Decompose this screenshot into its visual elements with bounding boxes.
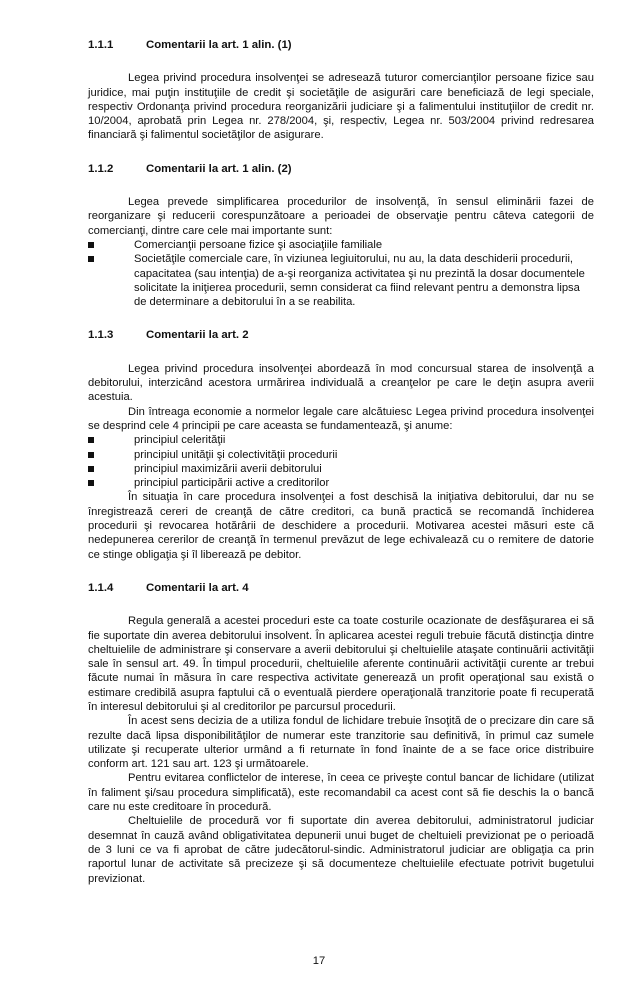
paragraph: Legea prevede simplificarea procedurilor de insolvenţă, în sensul eliminării fazei de reorganizare şi reducerii corespunzătoare a perioadei de observaţie pentru câteva categorii de comercianţi, dintre care cele mai importante sunt: [88,196,594,237]
bullet-item: Societăţile comerciale care, în viziunea legiuitorului, nu au, la data deschiderii procedurii, capacitatea (sau intenţia) de a-şi reorganiza activitatea şi nu prezintă la dosar documentele solicitate la iniţierea procedurii, semn considerat ca fiind relevant pentru a demonstra lipsa de determinare a debitorului în a se reabilita. [88,252,594,309]
paragraph: În situaţia în care procedura insolvenţei a fost deschisă la iniţiativa debitorului, dar nu se înregistrează cereri de creanţă de către creditori, ca bună practică se recomandă închiderea procedurii şi revocarea hotărârii de deschidere a procedurii. Motivarea acestei măsuri este că nedepunerea cererilor de creanţă în termenul prevăzut de lege echivalează cu o remitere de datorie ce stinge obligaţia şi îl liberează pe debitor. [88,491,594,561]
paragraph: Legea privind procedura insolvenţei se adresează tuturor comercianţilor persoane fizice sau juridice, mai puţin instituţiile de credit şi societăţile de asigurări care beneficiază de legi speciale, respectiv Ordonanţa privind procedura reorganizării judiciare şi a falimentului instituţiilor de credit nr. 10/2004, aprobată prin Legea nr. 278/2004, şi, respectiv, Legea nr. 503/2004 privind redresarea financiară şi falimentul societăţilor de asigurare. [88,72,594,142]
paragraph: Regula generală a acestei proceduri este ca toate costurile ocazionate de desfăşurarea ei să fie suportate din averea debitorului insolvent. În aplicarea acestei reguli trebuie făcută distincţia dintre cheltuielile de administrare şi conservare a averii debitorului şi cheltuielile ataşate continuării activităţii sale în sensul art. 49. În timpul procedurii, cheltuielile aferente continuării activităţii curente ar trebui făcute numai în măsura în care respectiva activitate generează un profit operaţional sau există o estimare credibilă asupra faptului că o eventuală pierdere operaţională tranzitorie poate fi recuperată în interesul debitorului şi al creditorilor pe parcursul procedurii. [88,615,594,713]
section-title: Comentarii la art. 4 [146,581,249,594]
bullet-item: principiul unităţii şi colectivităţii procedurii [88,448,594,462]
paragraph: Legea privind procedura insolvenţei abordează în mod concursual starea de insolvenţă a debitorului, interzicând acestora urmărirea individuală a creanţelor pe care le deţin asupra averii acestuia. [88,362,594,404]
paragraph: Pentru evitarea conflictelor de interese, în ceea ce priveşte contul bancar de lichidare (utilizat în faliment şi/sau procedura simplificată), este recomandabil ca acest cont să fie deschis la o bancă care nu este creditoare în procedură. [88,772,594,814]
paragraph: Din întreaga economie a normelor legale care alcătuiesc Legea privind procedura insolvenţei se desprind cele 4 principii pe care aceasta se fundamentează, şi anume: [88,405,594,432]
bullet-item: Comercianţii persoane fizice şi asociaţiile familiale [88,238,594,252]
section-title: Comentarii la art. 1 alin. (2) [146,162,292,175]
section-heading [88,328,594,342]
section-1-1-4 [88,581,594,886]
section-1-1-3 [88,328,594,561]
section-number: 1.1.1 [88,39,114,51]
section-number: 1.1.4 [88,581,114,594]
bullet-item: principiul maximizării averii debitorului [88,462,594,476]
section-number: 1.1.3 [88,329,114,342]
section-title: Comentarii la art. 1 alin. (1) [146,39,292,51]
document-page [88,38,594,905]
section-heading [88,581,594,595]
paragraph: Cheltuielile de procedură vor fi suportate din averea debitorului, administratorul judiciar desemnat în cauză având obligativitatea depunerii unui buget de cheltuieli previzionat pe o perioadă de 3 luni ce va fi aprobat de către judecătorul-sindic. Administratorul judiciar are obligaţia ca prin raportul lunar de activitate să precizeze şi să documenteze cheltuielile efectuate potrivit bugetului previzionat. [88,815,594,885]
section-title: Comentarii la art. 2 [146,329,249,342]
bullet-item: principiul participării active a creditorilor [88,476,594,490]
section-heading [88,162,594,176]
page-number: 17 [312,955,326,967]
section-1-1-1 [88,38,594,143]
section-heading [88,38,594,52]
paragraph: În acest sens decizia de a utiliza fondul de lichidare trebuie însoţită de o precizare din care să rezulte dacă lipsa disponibilităţilor de numerar este tranzitorie sau definitivă, în primul caz sumele utilizate şi recuperate ulterior urmând a fi returnate în fond înainte de a se face orice distribuire conform art. 121 sau art. 123 şi următoarele. [88,715,594,771]
bullet-list [88,433,594,490]
section-1-1-2 [88,162,594,310]
bullet-item: principiul celerităţii [88,433,594,447]
bullet-list [88,238,594,309]
section-number: 1.1.2 [88,162,114,175]
